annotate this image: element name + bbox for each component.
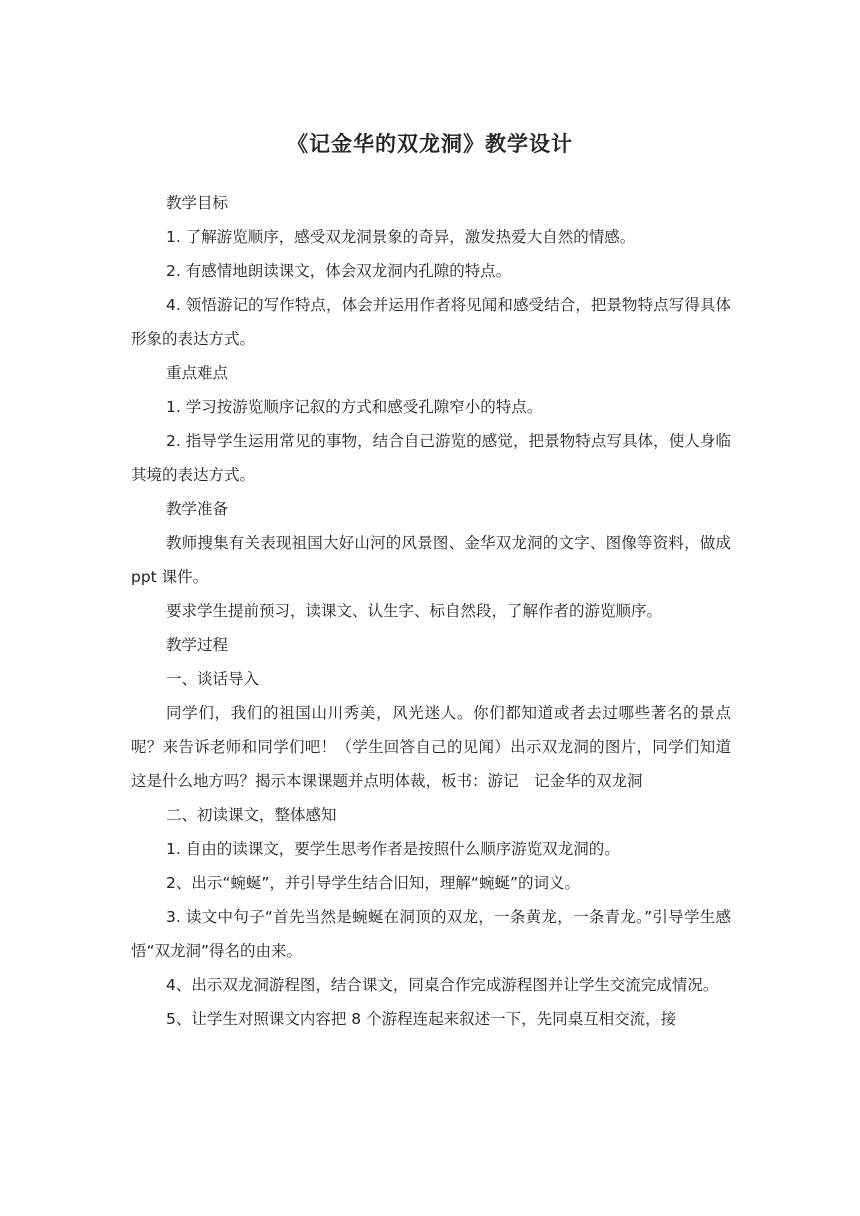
process-step-heading: 一、谈话导入 — [166, 670, 260, 688]
section-heading-process: 教学过程 — [166, 636, 229, 654]
section-heading-key-points: 重点难点 — [166, 364, 229, 382]
preparation-item: 要求学生提前预习，读课文、认生字、标自然段，了解作者的游览顺序。 — [166, 602, 663, 620]
process-paragraph: 5、让学生对照课文内容把 8 个游程连起来叙述一下，先同桌互相交流，接 — [166, 1010, 677, 1028]
process-paragraph: 同学们，我们的祖国山川秀美，风光迷人。你们都知道或者去过哪些著名的景点呢？来告诉老师和同学们吧！（学生回答自己的见闻）出示双龙洞的图片，同学们知道这是什么地方吗？揭示本课课题并点明体裁，板书：游记 记金华的双龙洞 — [131, 704, 731, 790]
process-step-heading: 二、初读课文，整体感知 — [166, 806, 337, 824]
process-paragraph: 4、出示双龙洞游程图，结合课文，同桌合作完成游程图并让学生交流完成情况。 — [166, 976, 719, 994]
key-point-item: 1. 学习按游览顺序记叙的方式和感受孔隙窄小的特点。 — [166, 398, 543, 416]
document-title: 《记金华的双龙洞》教学设计 — [287, 132, 573, 156]
process-paragraph: 2、出示“蜿蜒”，并引导学生结合旧知，理解“蜿蜒”的词义。 — [166, 874, 580, 892]
goal-item: 4. 领悟游记的写作特点，体会并运用作者将见闻和感受结合，把景物特点写得具体形象的表达方式。 — [131, 296, 731, 348]
section-heading-preparation: 教学准备 — [166, 500, 229, 518]
goal-item: 2. 有感情地朗读课文，体会双龙洞内孔隙的特点。 — [166, 262, 512, 280]
key-point-item: 2. 指导学生运用常见的事物，结合自己游览的感觉，把景物特点写具体，使人身临其境的表达方式。 — [131, 432, 731, 484]
process-paragraph: 3. 读文中句子“首先当然是蜿蜒在洞顶的双龙，一条黄龙，一条青龙。”引导学生感悟“双龙洞”得名的由来。 — [131, 908, 731, 960]
goal-item: 1. 了解游览顺序，感受双龙洞景象的奇异，激发热爱大自然的情感。 — [166, 228, 636, 246]
document-body — [131, 186, 731, 1036]
process-paragraph: 1. 自由的读课文，要学生思考作者是按照什么顺序游览双龙洞的。 — [166, 840, 620, 858]
preparation-item: 教师搜集有关表现祖国大好山河的风景图、金华双龙洞的文字、图像等资料，做成 ppt 课件。 — [131, 534, 731, 586]
section-heading-goals: 教学目标 — [166, 194, 229, 212]
